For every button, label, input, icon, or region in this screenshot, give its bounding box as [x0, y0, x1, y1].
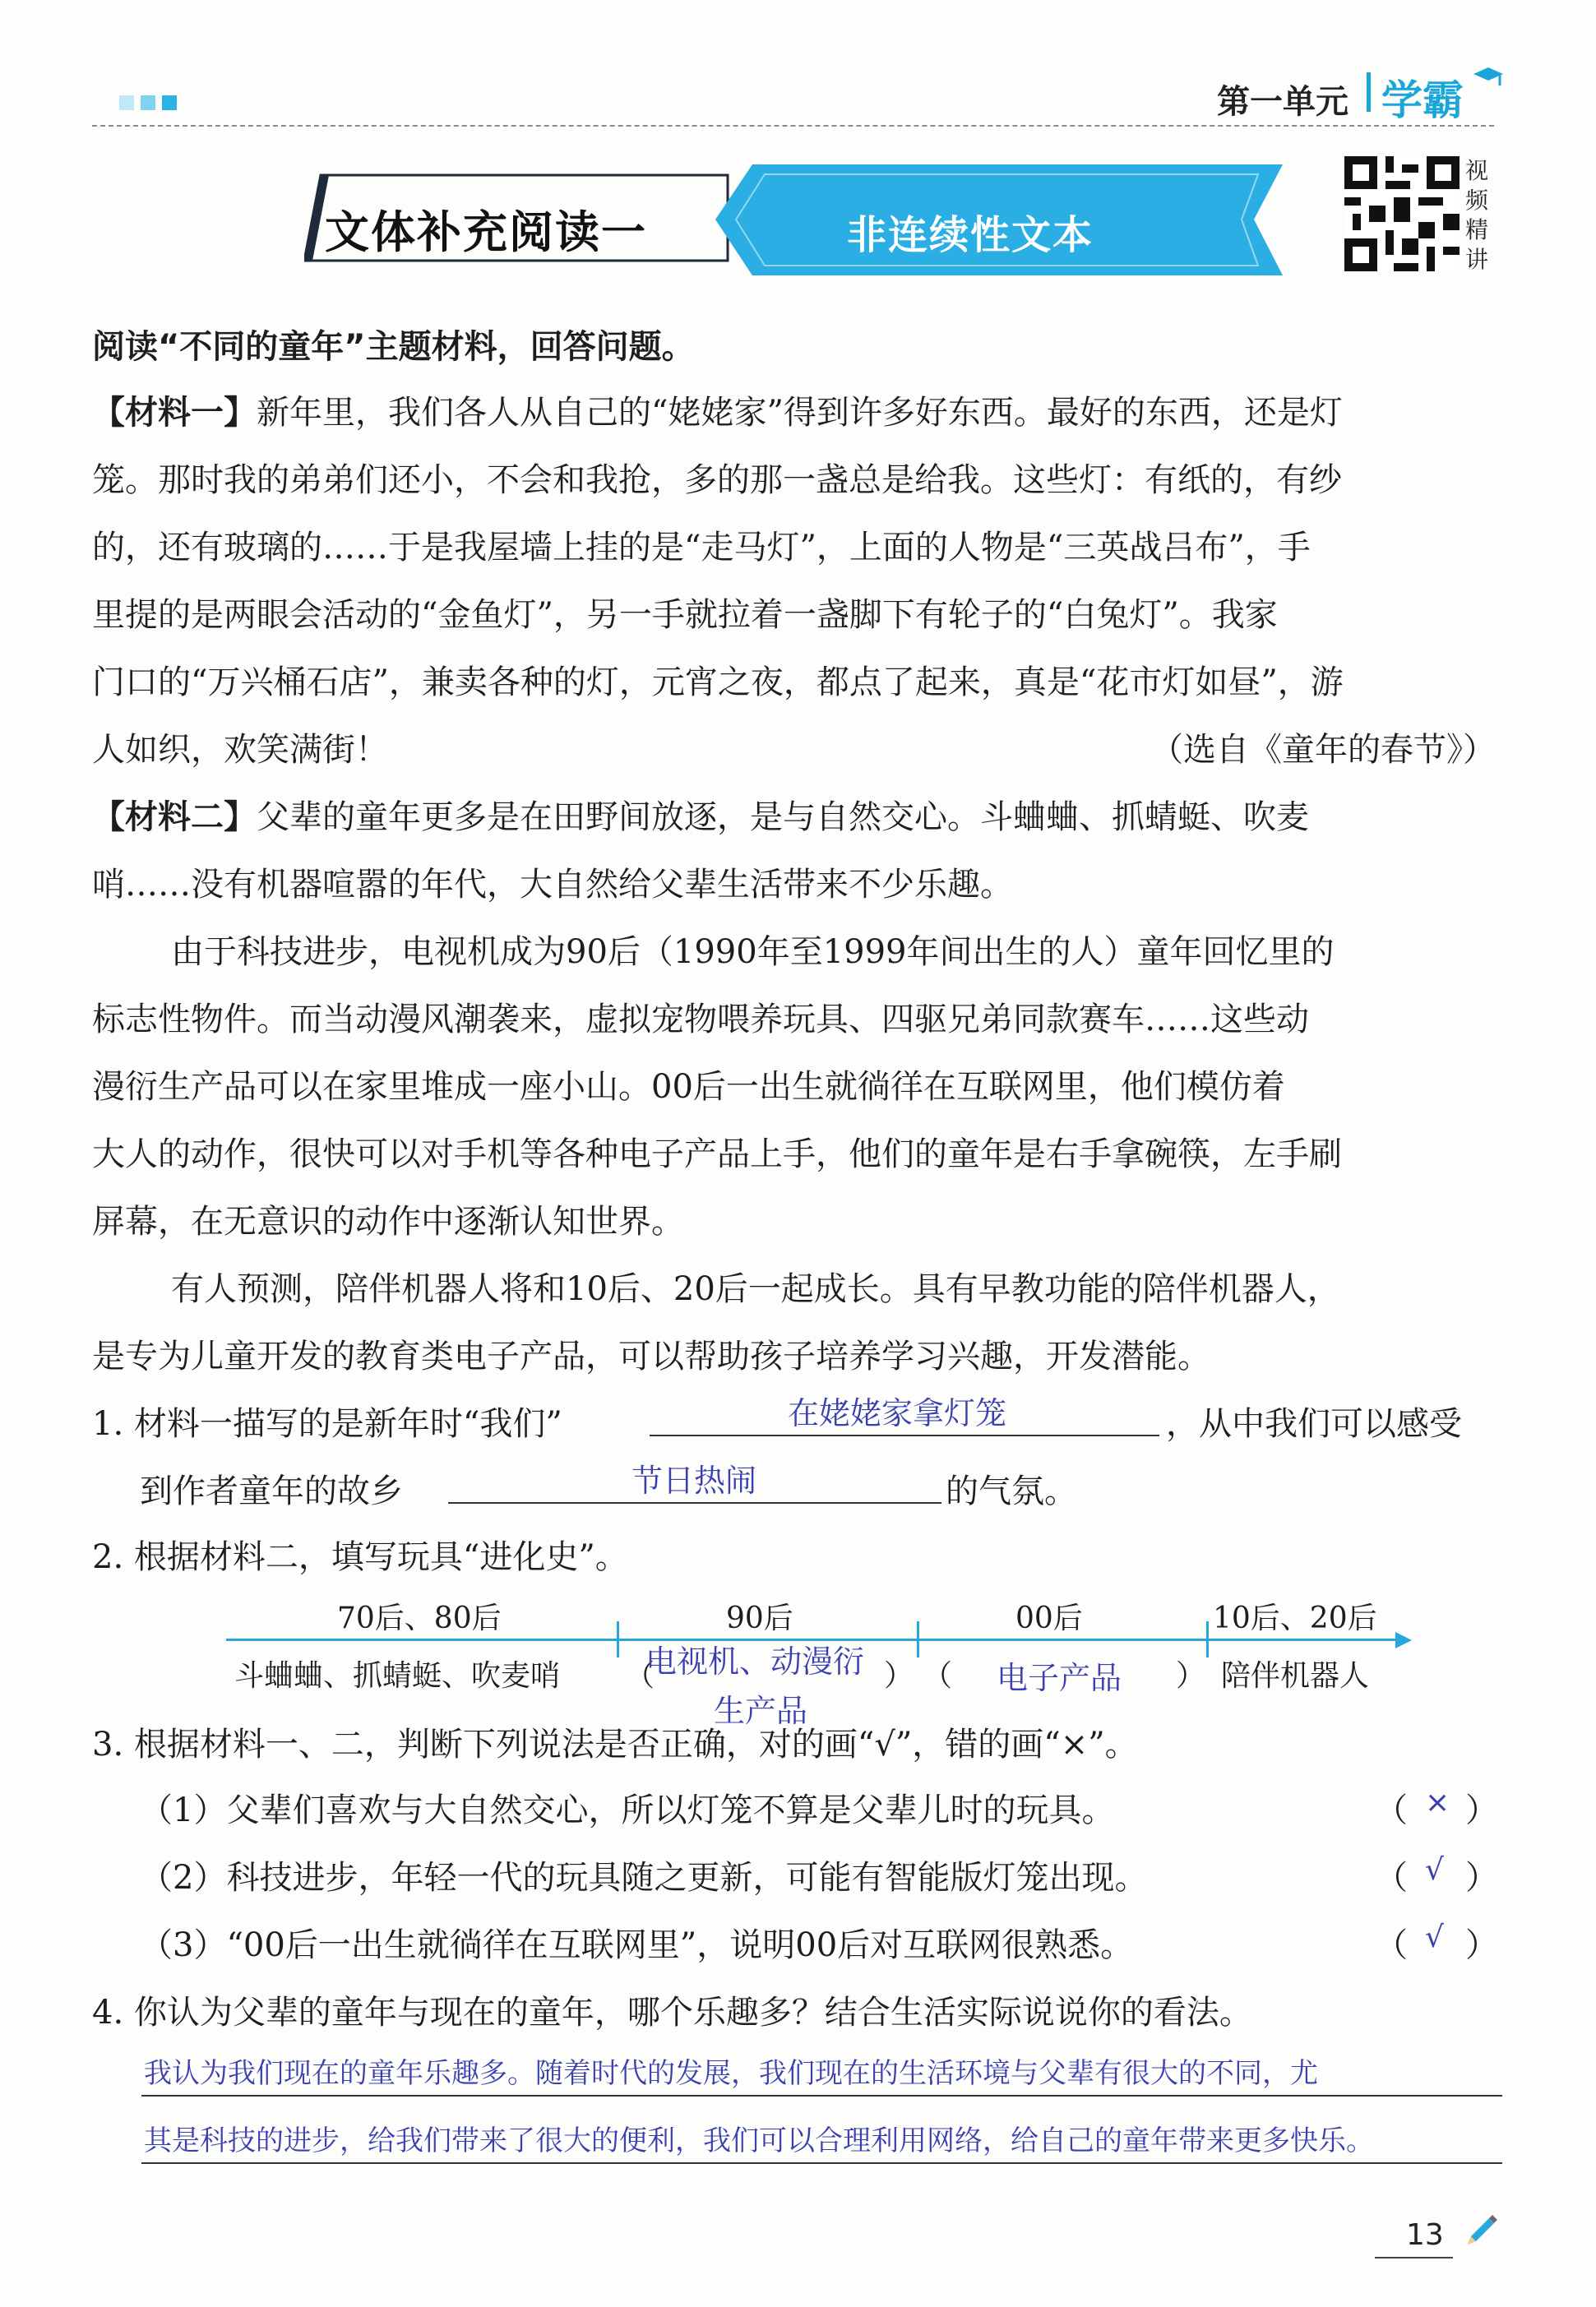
- deco-square: [141, 95, 155, 110]
- q3-bracket-close: ）: [1465, 1792, 1498, 1829]
- material2-line: 标志性物件。而当动漫风潮袭来，虚拟宠物喂养玩具、四驱兄弟同款赛车……这些动: [92, 1001, 1309, 1038]
- q1-blank-1[interactable]: [650, 1435, 1159, 1436]
- timeline-era: 10后、20后: [1213, 1602, 1377, 1635]
- timeline-arrowhead: [1395, 1632, 1412, 1648]
- q1-answer-2: 节日热闹: [631, 1463, 757, 1499]
- material1-line: 里提的是两眼会活动的“金鱼灯”，另一手就拉着一盏脚下有轮子的“白兔灯”。我家: [92, 596, 1278, 634]
- timeline-paren-open: （: [625, 1659, 655, 1693]
- q1-prompt-start: 1. 材料一描写的是新年时“我们”: [92, 1405, 562, 1443]
- q3-bracket-close: ）: [1465, 1926, 1498, 1964]
- timeline-paren-close: ）: [1176, 1659, 1206, 1693]
- material1-tag: 【材料一】: [92, 394, 257, 432]
- qr-code-icon[interactable]: [1344, 156, 1460, 271]
- reading-instruction: 阅读“不同的童年”主题材料，回答问题。: [92, 328, 695, 366]
- material2-line: 漫衍生产品可以在家里堆成一座小山。00后一出生就徜徉在互联网里，他们模仿着: [92, 1068, 1285, 1106]
- q3-bracket-open: （: [1375, 1926, 1408, 1964]
- timeline-paren-close: ）: [884, 1659, 914, 1693]
- brand-logo: 学霸: [1381, 76, 1464, 124]
- q3-mark-2[interactable]: √: [1425, 1853, 1444, 1887]
- q1-prompt-end: 的气氛。: [946, 1473, 1077, 1510]
- material2-tag: 【材料二】: [92, 798, 257, 836]
- header-separator: [1367, 72, 1371, 112]
- material2-line: 有人预测，陪伴机器人将和10后、20后一起成长。具有早教功能的陪伴机器人，: [171, 1270, 1340, 1308]
- timeline-item: 斗蛐蛐、抓蜻蜓、吹麦哨: [234, 1659, 561, 1693]
- page-number-rule: [1375, 2257, 1453, 2258]
- material2-line: 哨……没有机器喧嚣的年代，大自然给父辈生活带来不少乐趣。: [92, 866, 1013, 904]
- unit-label: 第一单元: [1217, 83, 1349, 121]
- timeline-era: 00后: [1015, 1602, 1083, 1635]
- graduation-cap-icon: [1472, 62, 1505, 95]
- q4-answer-line: 其是科技的进步，给我们带来了很大的便利，我们可以合理利用网络，给自己的童年带来更多快乐。: [144, 2124, 1374, 2157]
- q1-prompt-cont: 到作者童年的故乡: [140, 1473, 403, 1510]
- q2-prompt: 2. 根据材料二，填写玩具“进化史”。: [92, 1538, 628, 1576]
- pencil-icon: [1460, 2212, 1501, 2253]
- material2-line: 是专为儿童开发的教育类电子产品，可以帮助孩子培养学习兴趣，开发潜能。: [92, 1338, 1210, 1375]
- material1-source: （选自《童年的春节》）: [1150, 731, 1496, 769]
- q2-answer-90s-cont: 生产品: [714, 1693, 808, 1729]
- material1-line: 【材料一】新年里，我们各人从自己的“姥姥家”得到许多好东西。最好的东西，还是灯: [92, 394, 1343, 432]
- material1-line: 笼。那时我的弟弟们还小，不会和我抢，多的那一盏总是给我。这些灯：有纸的，有纱: [92, 461, 1342, 499]
- material2-line: 屏幕，在无意识的动作中逐渐认知世界。: [92, 1203, 684, 1241]
- material1-line: 门口的“万兴桶石店”，兼卖各种的灯，元宵之夜，都点了起来，真是“花市灯如昼”，游: [92, 663, 1344, 701]
- q4-prompt: 4. 你认为父辈的童年与现在的童年，哪个乐趣多？结合生活实际说说你的看法。: [92, 1994, 1252, 2032]
- q1-blank-2[interactable]: [448, 1502, 941, 1504]
- q4-answer-rule[interactable]: [141, 2095, 1502, 2097]
- header-decoration: [119, 95, 177, 110]
- q3-mark-1[interactable]: ×: [1425, 1786, 1450, 1819]
- q3-statement: （1）父辈们喜欢与大自然交心，所以灯笼不算是父辈儿时的玩具。: [140, 1792, 1115, 1829]
- q3-mark-3[interactable]: √: [1425, 1921, 1444, 1954]
- q4-answer-rule[interactable]: [141, 2162, 1502, 2164]
- timeline-tick: [617, 1621, 619, 1657]
- q2-answer-00s: 电子产品: [997, 1660, 1122, 1696]
- deco-square: [162, 95, 177, 110]
- q3-bracket-open: （: [1375, 1792, 1408, 1829]
- q3-statement: （2）科技进步，年轻一代的玩具随之更新，可能有智能版灯笼出现。: [140, 1859, 1148, 1897]
- qr-caption: 视频精讲: [1465, 157, 1489, 273]
- q3-prompt: 3. 根据材料一、二，判断下列说法是否正确，对的画“√”，错的画“×”。: [92, 1726, 1138, 1764]
- q1-prompt-mid: ，从中我们可以感受: [1166, 1405, 1462, 1443]
- timeline-item: 陪伴机器人: [1221, 1659, 1370, 1693]
- timeline-era: 90后: [726, 1602, 793, 1635]
- page-number: 13: [1406, 2218, 1444, 2252]
- timeline-tick: [1206, 1621, 1209, 1657]
- section-title: 文体补充阅读一: [325, 206, 647, 258]
- deco-square: [119, 95, 134, 110]
- q3-bracket-close: ）: [1465, 1859, 1498, 1897]
- q4-answer-line: 我认为我们现在的童年乐趣多。随着时代的发展，我们现在的生活环境与父辈有很大的不同，尤: [144, 2057, 1318, 2090]
- material2-line: 【材料二】父辈的童年更多是在田野间放逐，是与自然交心。斗蛐蛐、抓蜻蜓、吹麦: [92, 798, 1309, 836]
- q1-answer-1: 在姥姥家拿灯笼: [788, 1395, 1007, 1431]
- material1-line: 的，还有玻璃的……于是我屋墙上挂的是“走马灯”，上面的人物是“三英战吕布”，手: [92, 529, 1311, 566]
- timeline-tick: [917, 1621, 919, 1657]
- q3-statement: （3）“00后一出生就徜徉在互联网里”，说明00后对互联网很熟悉。: [140, 1926, 1134, 1964]
- material2-line: 大人的动作，很快可以对手机等各种电子产品上手，他们的童年是右手拿碗筷，左手刷: [92, 1135, 1342, 1173]
- timeline-era: 70后、80后: [337, 1602, 502, 1635]
- q2-answer-90s: 电视机、动漫衍: [645, 1644, 865, 1680]
- section-subtitle: 非连续性文本: [847, 212, 1094, 258]
- timeline-paren-open: （: [923, 1659, 953, 1693]
- q3-bracket-open: （: [1375, 1859, 1408, 1897]
- header-rule: [92, 125, 1494, 127]
- material2-line: 由于科技进步，电视机成为90后（1990年至1999年间出生的人）童年回忆里的: [171, 933, 1335, 971]
- material1-line: 人如织，欢笑满街！: [92, 731, 388, 769]
